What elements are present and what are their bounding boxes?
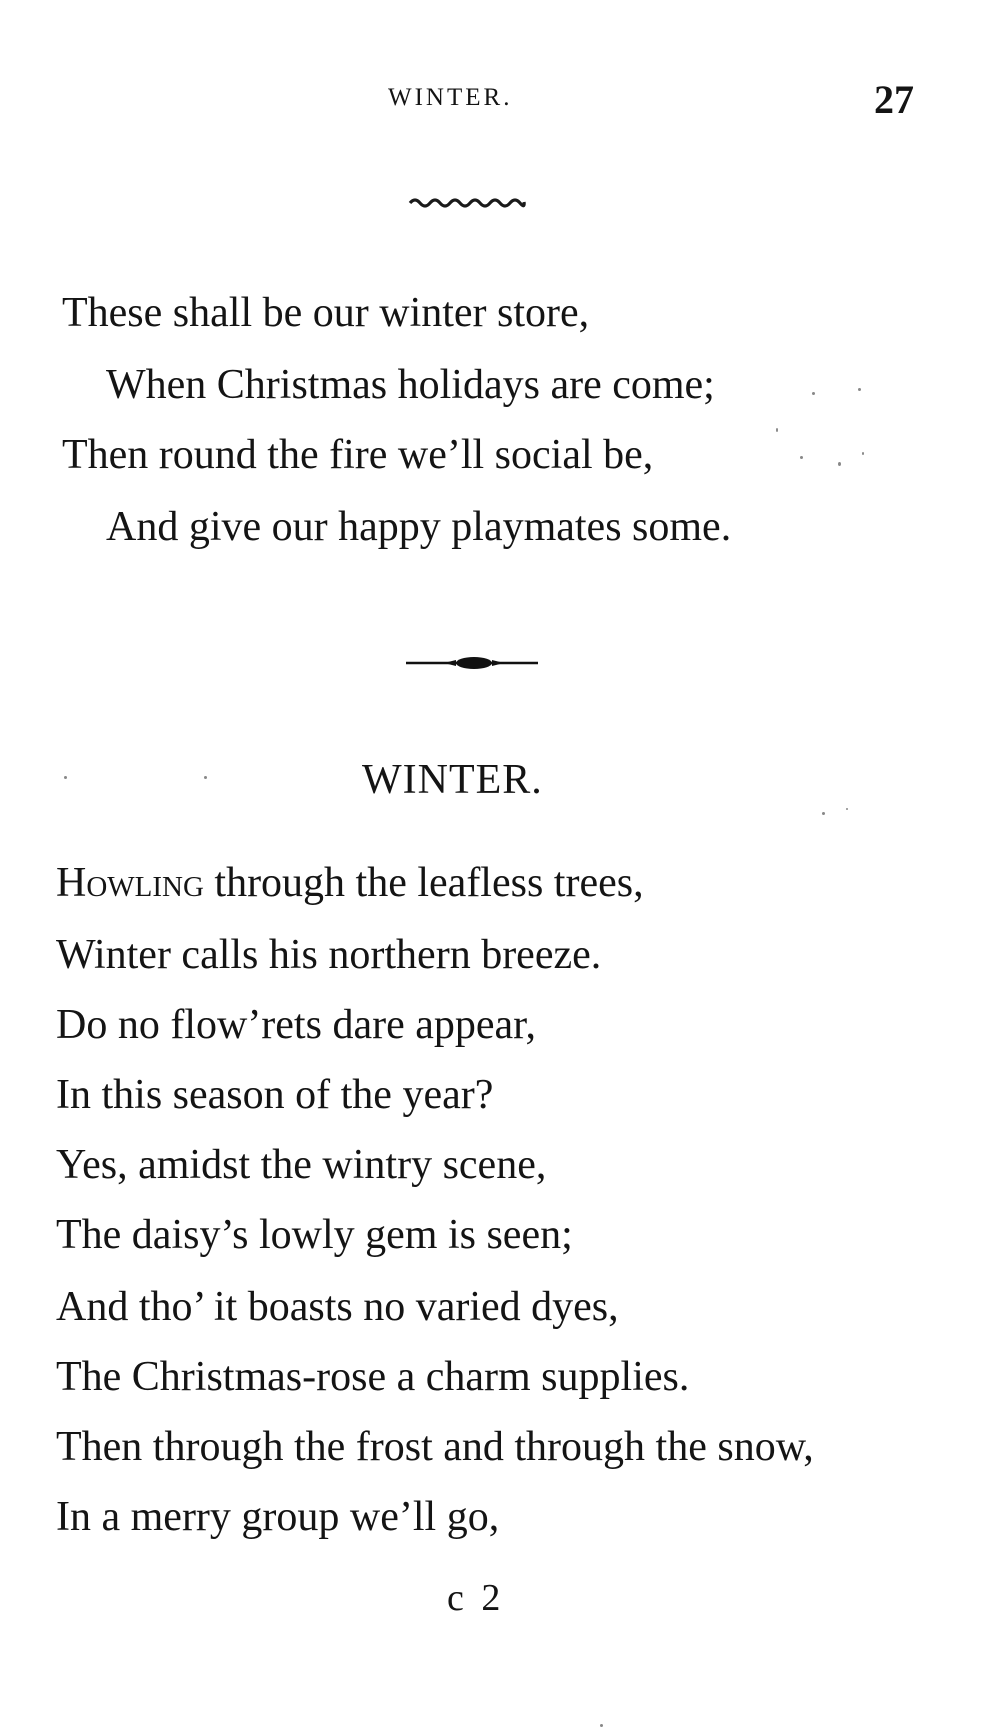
print-speck [800, 456, 803, 459]
poem-line: In this season of the year? [56, 1072, 494, 1118]
poem-line: The daisy’s lowly gem is seen; [56, 1212, 573, 1258]
stanza-line: Then round the fire we’ll social be, [62, 432, 654, 478]
divider-ornament [404, 652, 540, 674]
stanza-line: When Christmas holidays are come; [106, 362, 715, 408]
print-speck [600, 1724, 603, 1727]
wavy-rule-ornament [408, 194, 526, 208]
print-speck [846, 808, 848, 810]
stanza-line: These shall be our winter store, [62, 290, 590, 336]
poem-line: Do no flow’rets dare appear, [56, 1002, 536, 1048]
print-speck [822, 812, 825, 815]
first-line-rest: through the leafless trees, [203, 860, 644, 906]
signature-mark: c 2 [447, 1577, 505, 1619]
poem-line: And tho’ it boasts no varied dyes, [56, 1284, 619, 1330]
print-speck [838, 462, 841, 466]
poem-line: In a merry group we’ll go, [56, 1494, 500, 1540]
page-number: 27 [874, 77, 914, 122]
poem-line: Yes, amidst the wintry scene, [56, 1142, 547, 1188]
running-title: WINTER. [388, 84, 513, 111]
print-speck [204, 776, 207, 779]
stanza-line: And give our happy playmates some. [106, 504, 732, 550]
print-speck [858, 388, 861, 391]
poem-line: Then through the frost and through the snow, [56, 1424, 814, 1470]
print-speck [64, 776, 67, 779]
poem-line-first [56, 862, 644, 904]
poem-line: The Christmas-rose a charm supplies. [56, 1354, 690, 1400]
print-speck [862, 452, 864, 455]
poem-title: WINTER. [362, 757, 543, 803]
drop-word: Howling [56, 860, 204, 906]
print-speck [812, 392, 815, 395]
print-speck [776, 428, 778, 432]
running-head [0, 77, 1000, 124]
poem-line: Winter calls his northern breeze. [56, 932, 602, 978]
